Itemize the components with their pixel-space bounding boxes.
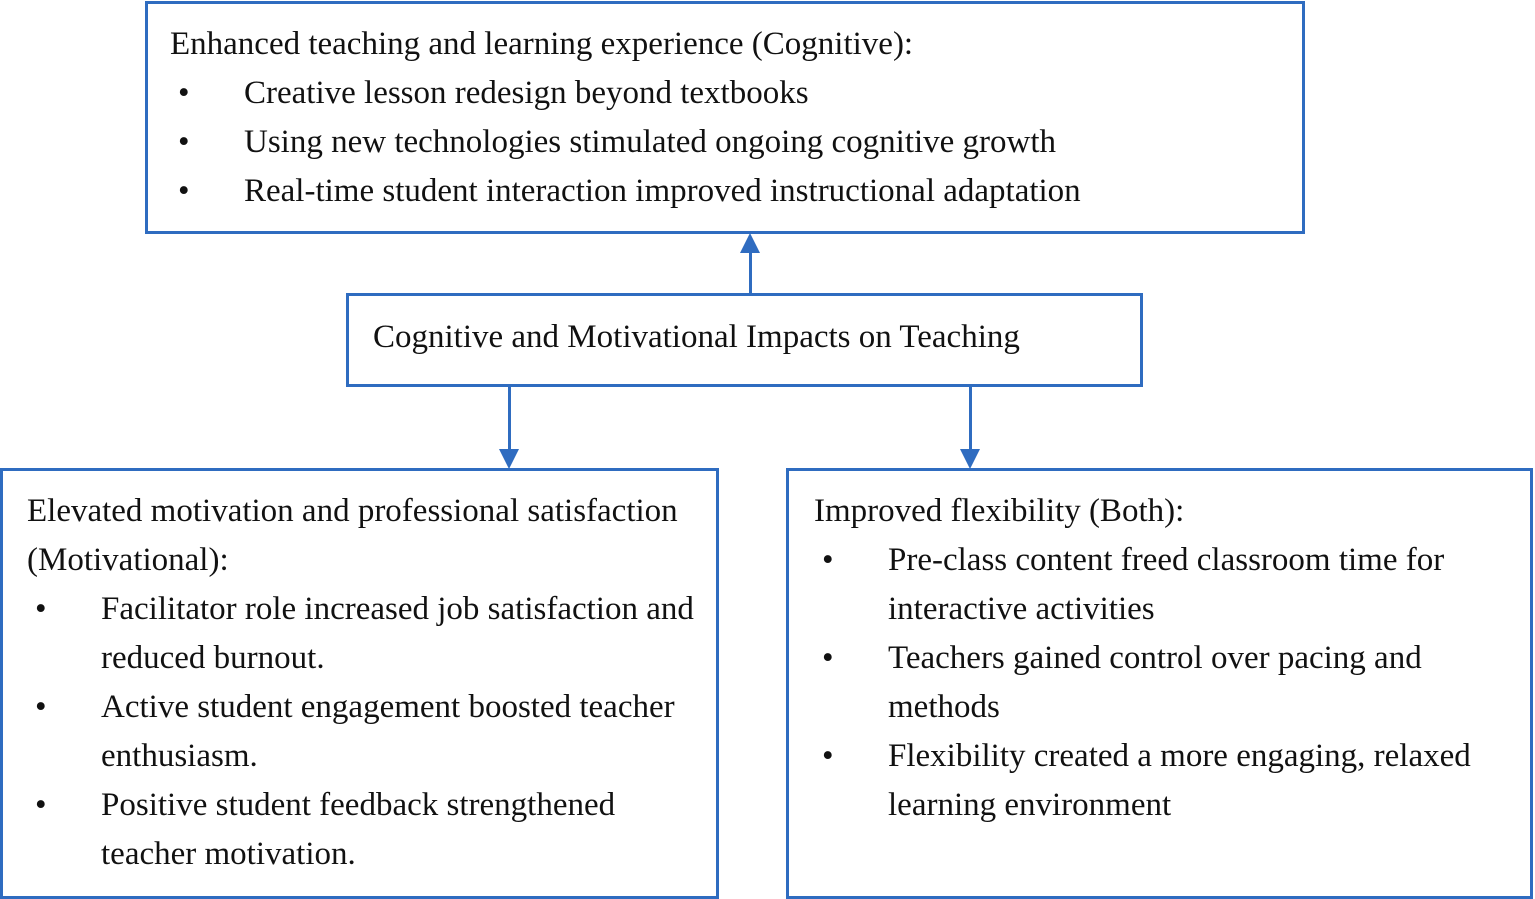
cognitive-heading: Enhanced teaching and learning experience (Cognitive): [170, 26, 914, 62]
motivational-box [0, 468, 719, 899]
arrow-up-line [749, 250, 752, 294]
list-item: • Pre-class content freed classroom time for interactive activities [822, 542, 1445, 627]
list-item: • Active student engagement boosted teacher enthusiasm. [35, 689, 675, 774]
arrow-left-line [508, 387, 511, 451]
arrow-right-line [969, 387, 972, 451]
list-item: • Real-time student interaction improved instructional adaptation [178, 173, 1081, 209]
arrow-right-head [960, 449, 980, 469]
flexibility-box [786, 468, 1533, 899]
list-item: • Creative lesson redesign beyond textbooks [178, 75, 809, 111]
list-item: • Positive student feedback strengthened teacher motivation. [35, 787, 616, 872]
central-theme-title: Cognitive and Motivational Impacts on Teaching [373, 319, 1020, 355]
list-item: • Teachers gained control over pacing and methods [822, 640, 1422, 725]
central-theme-box [346, 293, 1143, 387]
list-item: • Flexibility created a more engaging, relaxed learning environment [822, 738, 1471, 823]
list-item: • Using new technologies stimulated ongoing cognitive growth [178, 124, 1057, 160]
cognitive-box [145, 1, 1305, 234]
list-item: • Facilitator role increased job satisfaction and reduced burnout. [35, 591, 694, 676]
arrow-left-head [499, 449, 519, 469]
arrow-up-head [740, 233, 760, 253]
motivational-heading: Elevated motivation and professional satisfaction (Motivational): [27, 493, 678, 578]
flexibility-heading: Improved flexibility (Both): [814, 493, 1185, 529]
